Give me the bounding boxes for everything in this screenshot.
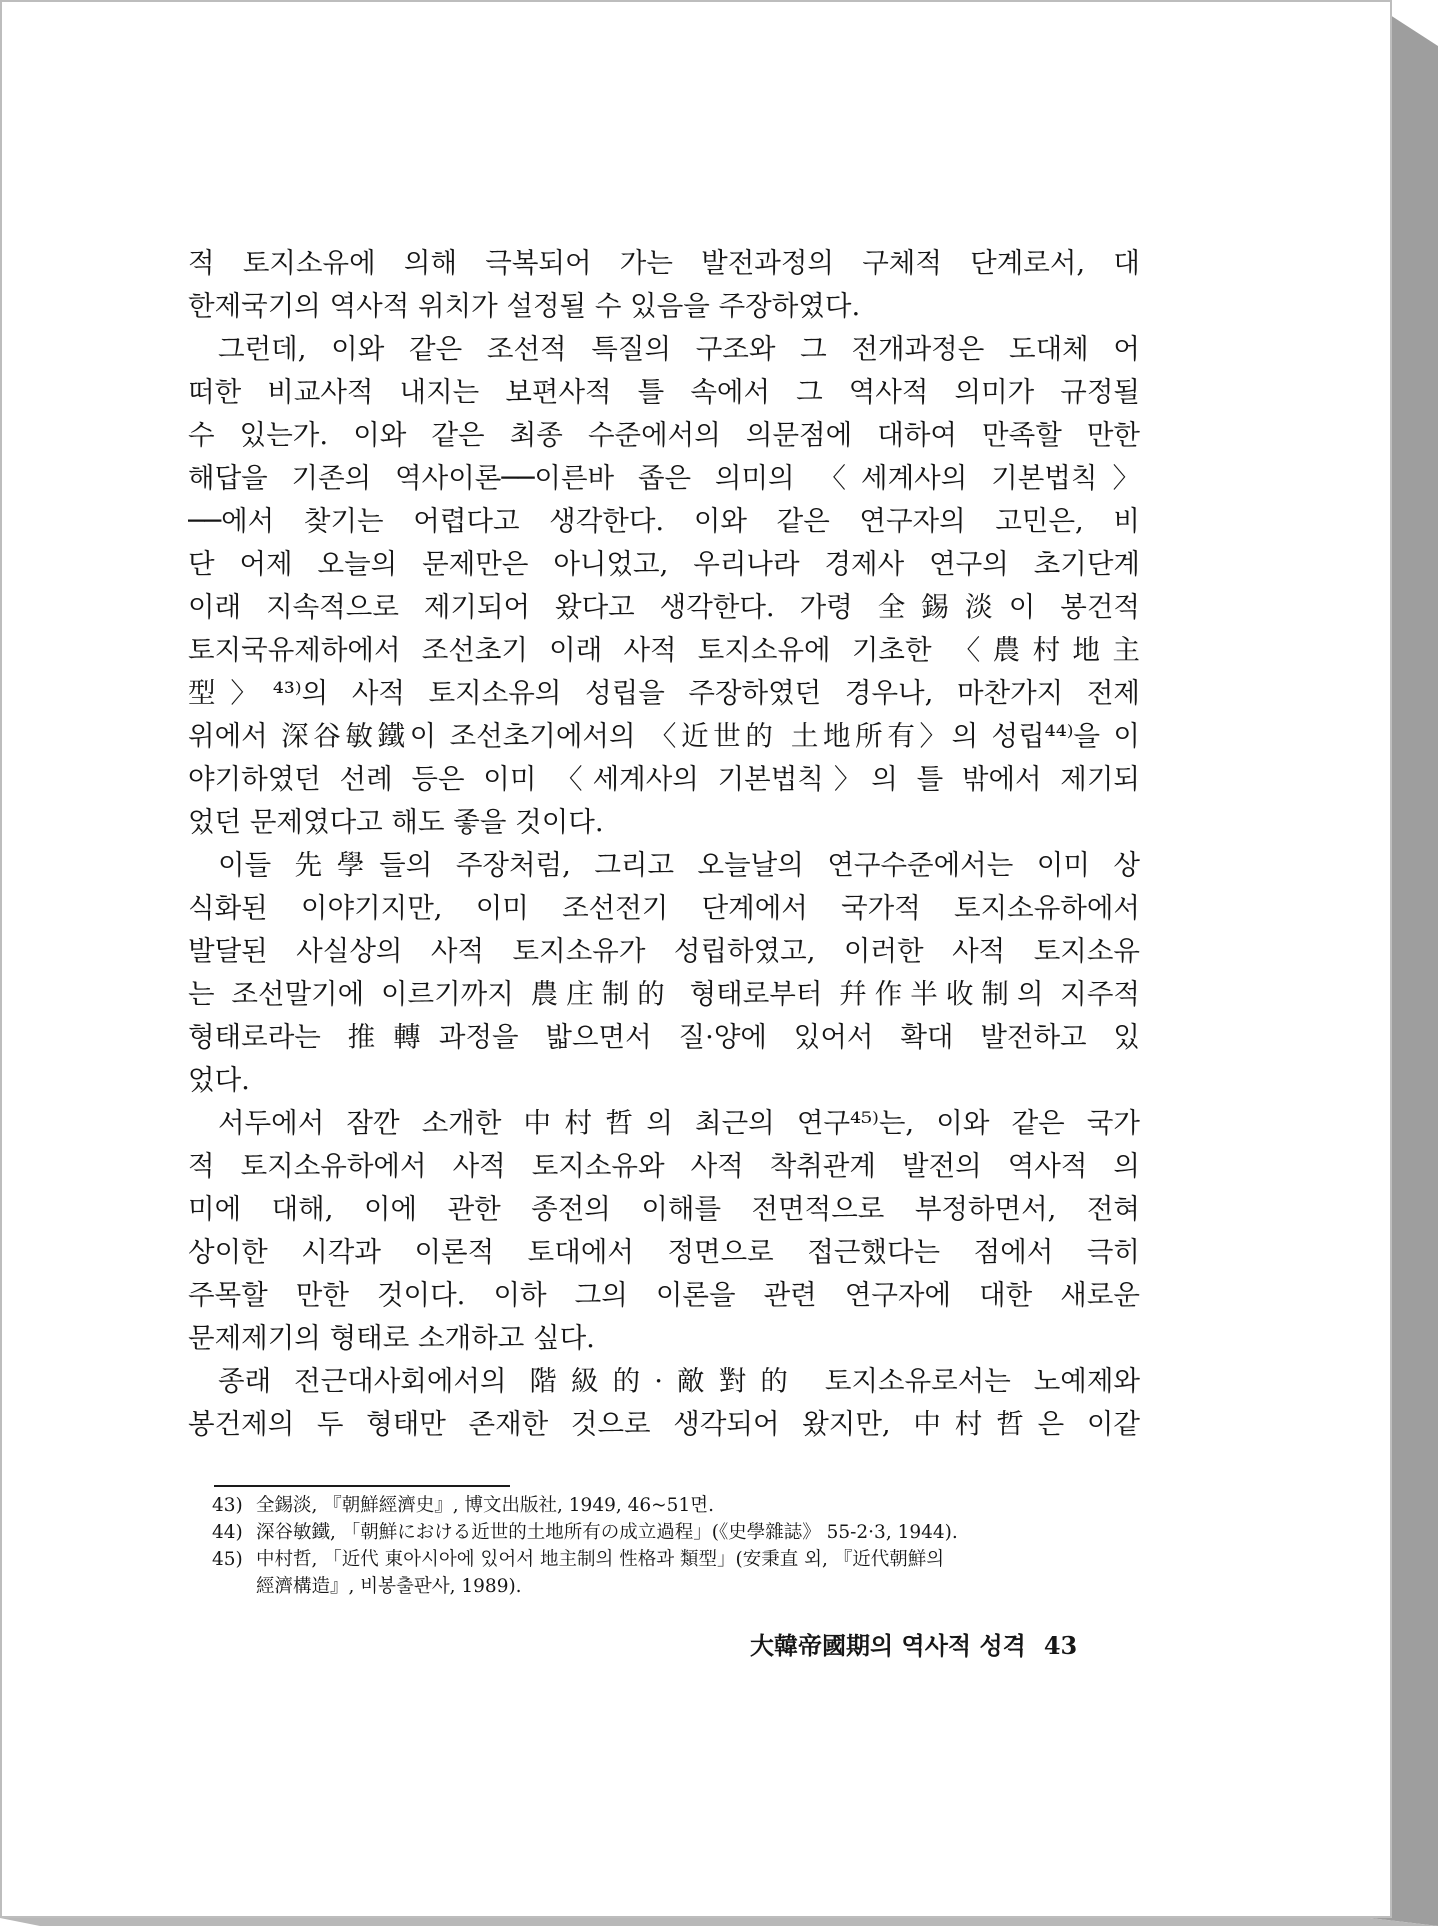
body-line: 문제제기의 형태로 소개하고 싶다. bbox=[188, 1322, 595, 1354]
body-line: 적 토지소유에 의해 극복되어 가는 발전과정의 구체적 단계로서, 대 bbox=[188, 247, 1140, 279]
body-line: 해답을 기존의 역사이론──이른바 좁은 의미의 〈세계사의 기본법칙〉 bbox=[188, 462, 1140, 494]
body-line: 위에서 深谷敏鐵이 조선초기에서의 〈近世的 土地所有〉의 성립⁴⁴⁾을 이 bbox=[188, 720, 1140, 752]
page-number: 43 bbox=[1043, 1631, 1078, 1660]
body-line: 형태로라는 推轉과정을 밟으면서 질·양에 있어서 확대 발전하고 있 bbox=[188, 1021, 1140, 1053]
footnote-text: 深谷敏鐵, 「朝鮮における近世的土地所有の成立過程」(《史學雜誌》 55-2·3, 1944). bbox=[256, 1522, 958, 1543]
body-line: ──에서 찾기는 어렵다고 생각한다. 이와 같은 연구자의 고민은, 비 bbox=[188, 505, 1140, 537]
body-line: 발달된 사실상의 사적 토지소유가 성립하였고, 이러한 사적 토지소유 bbox=[188, 935, 1140, 967]
running-footer bbox=[750, 1627, 1110, 1665]
body-line: 봉건제의 두 형태만 존재한 것으로 생각되어 왔지만, 中村哲은 이같 bbox=[188, 1408, 1140, 1440]
body-line: 었다. bbox=[188, 1064, 250, 1096]
body-line: 그런데, 이와 같은 조선적 특질의 구조와 그 전개과정은 도대체 어 bbox=[218, 333, 1140, 365]
body-line: 떠한 비교사적 내지는 보편사적 틀 속에서 그 역사적 의미가 규정될 bbox=[188, 376, 1140, 408]
body-line: 수 있는가. 이와 같은 최종 수준에서의 의문점에 대하여 만족할 만한 bbox=[188, 419, 1140, 451]
body-line: 었던 문제였다고 해도 좋을 것이다. bbox=[188, 806, 604, 838]
footnote-44 bbox=[212, 1519, 1142, 1546]
body-line: 미에 대해, 이에 관한 종전의 이해를 전면적으로 부정하면서, 전혀 bbox=[188, 1193, 1140, 1225]
body-line: 型〉⁴³⁾의 사적 토지소유의 성립을 주장하였던 경우나, 마찬가지 전제 bbox=[188, 677, 1140, 709]
body-line: 토지국유제하에서 조선초기 이래 사적 토지소유에 기초한 〈農村地主 bbox=[188, 634, 1140, 666]
body-line: 단 어제 오늘의 문제만은 아니었고, 우리나라 경제사 연구의 초기단계 bbox=[188, 548, 1140, 580]
body-line: 종래 전근대사회에서의 階級的·敵對的 토지소유로서는 노예제와 bbox=[218, 1365, 1140, 1397]
body-line: 적 토지소유하에서 사적 토지소유와 사적 착취관계 발전의 역사적 의 bbox=[188, 1150, 1140, 1182]
footnote-number: 43) bbox=[212, 1495, 243, 1516]
footnote-number: 44) bbox=[212, 1522, 243, 1543]
body-line: 서두에서 잠깐 소개한 中村哲의 최근의 연구⁴⁵⁾는, 이와 같은 국가 bbox=[218, 1107, 1140, 1139]
footnote-45-continuation: 經濟構造』, 비봉출판사, 1989). bbox=[256, 1576, 522, 1597]
body-line: 식화된 이야기지만, 이미 조선전기 단계에서 국가적 토지소유하에서 bbox=[188, 892, 1140, 924]
body-line: 야기하였던 선례 등은 이미 〈세계사의 기본법칙〉의 틀 밖에서 제기되 bbox=[188, 763, 1140, 795]
footnote-divider bbox=[214, 1485, 510, 1487]
footnote-text: 全錫淡, 『朝鮮經濟史』, 博文出版社, 1949, 46~51면. bbox=[256, 1495, 714, 1516]
footnote-text: 中村哲, 「近代 東아시아에 있어서 地主制의 性格과 類型」(安秉直 외, 『近代朝鮮의 bbox=[256, 1549, 945, 1570]
body-line: 주목할 만한 것이다. 이하 그의 이론을 관련 연구자에 대한 새로운 bbox=[188, 1279, 1140, 1311]
page-stack-bottom bbox=[0, 1918, 1438, 1926]
footnote-number: 45) bbox=[212, 1549, 243, 1570]
body-line: 상이한 시각과 이론적 토대에서 정면으로 접근했다는 점에서 극히 bbox=[188, 1236, 1140, 1268]
body-line: 는 조선말기에 이르기까지 農庄制的 형태로부터 幷作半收制의 지주적 bbox=[188, 978, 1140, 1010]
footnote-43 bbox=[212, 1492, 1142, 1519]
body-text bbox=[188, 242, 1140, 1446]
running-title: 大韓帝國期의 역사적 성격 bbox=[750, 1631, 1026, 1660]
body-line: 이들 先學들의 주장처럼, 그리고 오늘날의 연구수준에서는 이미 상 bbox=[218, 849, 1140, 881]
footnote-45 bbox=[212, 1546, 1142, 1573]
body-line: 한제국기의 역사적 위치가 설정될 수 있음을 주장하였다. bbox=[188, 290, 861, 322]
body-line: 이래 지속적으로 제기되어 왔다고 생각한다. 가령 全錫淡이 봉건적 bbox=[188, 591, 1140, 623]
footnotes bbox=[212, 1492, 1142, 1600]
